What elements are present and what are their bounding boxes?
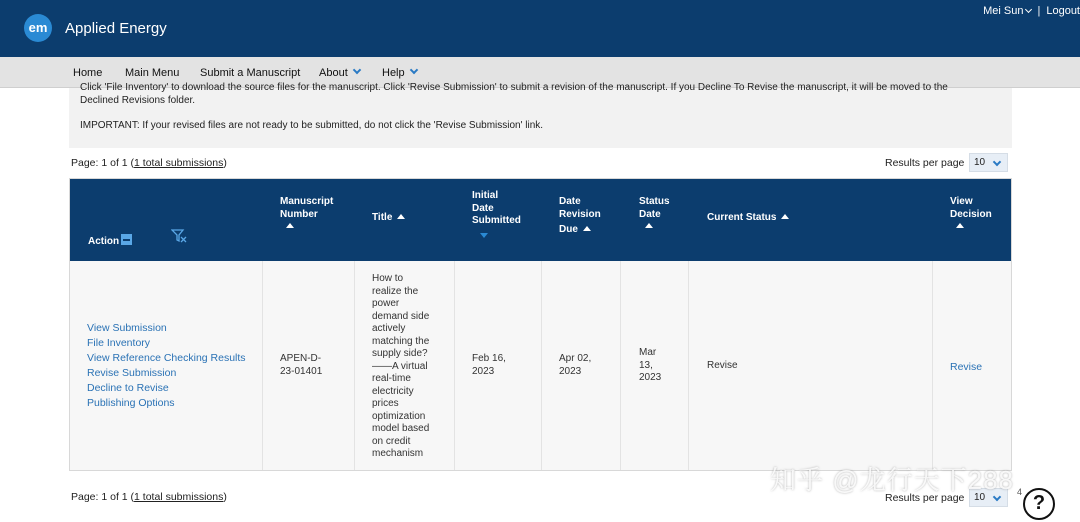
initial-date-submitted: Feb 16, 2023 <box>472 353 506 377</box>
nav-main-menu[interactable]: Main Menu <box>125 67 180 79</box>
total-submissions-link[interactable]: 1 total submissions <box>134 157 224 169</box>
submissions-table <box>69 178 1012 471</box>
column-divider <box>454 261 455 470</box>
important-note: IMPORTANT: If your revised files are not ready to be submitted, do not click the 'Revise Submission' link. <box>80 120 544 131</box>
nav-home[interactable]: Home <box>73 67 103 79</box>
user-area <box>983 5 1080 17</box>
sort-asc-icon <box>956 223 964 228</box>
em-logo[interactable]: em <box>24 14 52 42</box>
page-info-top: Page: 1 of 1 (1 total submissions) <box>71 157 227 169</box>
sort-asc-icon <box>286 223 294 228</box>
file-inventory-link[interactable]: File Inventory <box>87 337 151 349</box>
header-status-date[interactable]: Status Date <box>639 196 670 234</box>
results-per-page-label: Results per page <box>885 492 965 504</box>
chevron-down-icon <box>409 66 417 74</box>
column-divider <box>541 261 542 470</box>
help-icon[interactable]: ? <box>1023 488 1055 520</box>
instructions-box <box>69 82 1012 148</box>
user-menu-button[interactable]: Mei Sun <box>983 5 1031 17</box>
decline-to-revise-link[interactable]: Decline to Revise <box>87 382 169 394</box>
revise-submission-link[interactable]: Revise Submission <box>87 367 177 379</box>
chevron-down-icon <box>993 158 1001 166</box>
revise-decision-link[interactable]: Revise <box>950 361 983 373</box>
results-per-page-label: Results per page <box>885 157 965 169</box>
separator: | <box>1037 5 1041 17</box>
app-title: Applied Energy <box>65 20 167 37</box>
collapse-icon[interactable] <box>121 234 132 245</box>
results-per-page-select[interactable]: 10 <box>969 488 1008 507</box>
column-divider <box>688 261 689 470</box>
table-header <box>70 179 1011 261</box>
sort-asc-icon <box>583 226 591 231</box>
instruction-line: Declined Revisions folder. <box>80 95 196 106</box>
chevron-down-icon <box>353 66 361 74</box>
header-title[interactable]: Title <box>372 212 405 225</box>
header-view-decision[interactable]: View Decision <box>950 196 992 234</box>
header-action: Action <box>88 233 132 249</box>
filter-clear-icon[interactable] <box>171 229 187 248</box>
action-links <box>87 321 246 411</box>
view-submission-link[interactable]: View Submission <box>87 322 167 334</box>
sort-desc-icon <box>480 233 488 238</box>
notification-badge: 4 <box>1017 487 1023 497</box>
page-info-bottom: Page: 1 of 1 (1 total submissions) <box>71 491 227 503</box>
column-divider <box>620 261 621 470</box>
chevron-down-icon <box>1025 6 1032 13</box>
sort-asc-icon <box>397 214 405 219</box>
header-date-revision-due[interactable]: Date Revision Due <box>559 196 601 235</box>
column-divider <box>354 261 355 470</box>
results-per-page-select[interactable]: 10 <box>969 153 1008 172</box>
date-revision-due: Apr 02, 2023 <box>559 353 592 377</box>
column-divider <box>932 261 933 470</box>
manuscript-title: How to realize the power demand side actively matching the supply side? ——A virtual real-time electricity prices optimization model based on credit mechanism <box>372 273 430 459</box>
sort-asc-icon <box>645 223 653 228</box>
instruction-line: Click 'File Inventory' to download the source files for the manuscript. Click 'Revise Submission' to submit a revision of the manuscript. If you Decline To Revise the manuscript, it will be moved to the <box>80 82 948 93</box>
header-manuscript-number[interactable]: Manuscript Number <box>280 196 333 234</box>
sort-asc-icon <box>781 214 789 219</box>
manuscript-number: APEN-D- 23-01401 <box>280 353 323 377</box>
nav-submit-manuscript[interactable]: Submit a Manuscript <box>200 67 301 79</box>
status-date: Mar 13, 2023 <box>639 347 662 383</box>
nav-help[interactable]: Help <box>382 67 417 79</box>
view-decision-link[interactable] <box>950 360 982 375</box>
current-status: Revise <box>707 360 738 371</box>
table-row <box>70 261 1011 470</box>
column-divider <box>262 261 263 470</box>
logout-link[interactable]: Logout <box>1046 5 1080 17</box>
publishing-options-link[interactable]: Publishing Options <box>87 397 175 409</box>
header-current-status[interactable]: Current Status <box>707 212 789 225</box>
nav-about[interactable]: About <box>319 67 360 79</box>
header-initial-date[interactable]: Initial Date Submitted <box>472 190 521 242</box>
total-submissions-link[interactable]: 1 total submissions <box>134 491 224 503</box>
view-reference-checking-link[interactable]: View Reference Checking Results <box>87 352 246 364</box>
watermark: 知乎 @龙行天下288 <box>770 465 1014 495</box>
app-header <box>0 0 1080 57</box>
